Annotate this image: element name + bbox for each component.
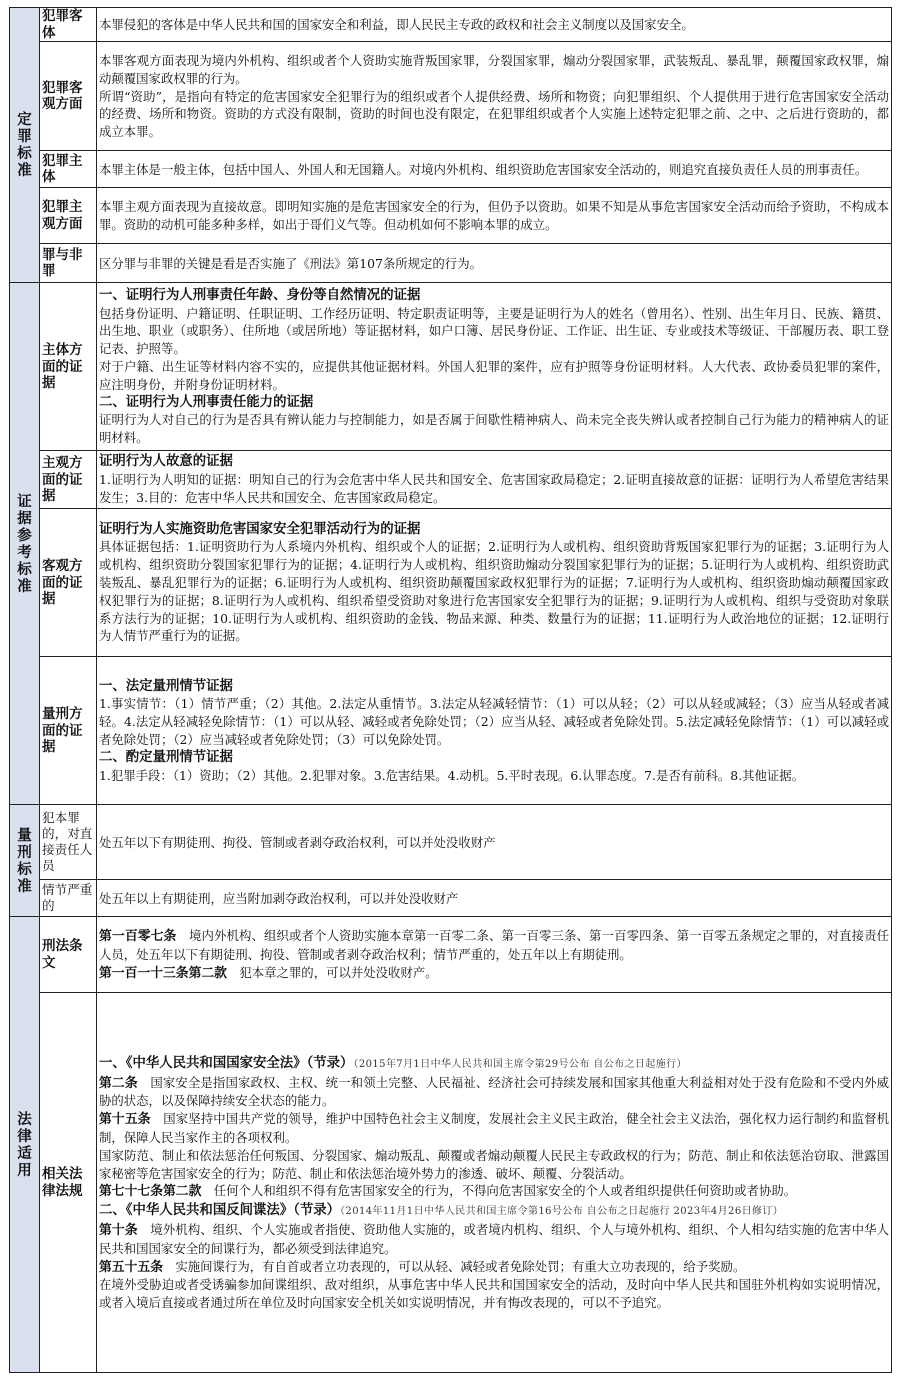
text-ev-liangxing xyxy=(97,657,892,805)
table-row xyxy=(10,244,892,283)
text-zhuguan: 本罪主观方面表现为直接故意。即明知实施的是危害国家安全的行为，但仍予以资助。如果不知是从事危害国家安全活动而给予资助，不构成本罪。资助的动机可能多种多样，如出于哥们义气等。但动机如何不影响本罪的成立。 xyxy=(97,188,892,244)
ev-zhuti-h2: 二、证明行为人刑事责任能力的证据 xyxy=(99,393,314,410)
text-xingfa xyxy=(97,917,892,993)
label-zhuti: 犯罪主体 xyxy=(40,151,97,188)
law2-title: 二、《中华人民共和国反间谍法》（节录） xyxy=(99,1202,341,1219)
label-keguan: 犯罪客观方面 xyxy=(40,42,97,151)
law2-a10-text: 境外机构、组织、个人实施或者指使、资助他人实施的，或者境内机构、组织、个人与境外机构、组织、个人相勾结实施的危害中华人民共和国国家安全的间谍行为，都必须受到法律追究。 xyxy=(99,1222,890,1256)
label-lx-r1: 犯本罪的，对直接责任人员 xyxy=(40,805,97,880)
law1-a2-text: 国家安全是指国家政权、主权、统一和领土完整、人民福祉、经济社会可持续发展和国家其他重大利益相对处于没有危险和不受内外威胁的状态，以及保障持续安全状态的能力。 xyxy=(99,1074,890,1109)
law1-title: 一、《中华人民共和国国家安全法》（节录） xyxy=(99,1054,354,1071)
section-zhengju: 证据参考标准 xyxy=(10,283,40,805)
law1-a2-title: 第二条 xyxy=(99,1075,138,1091)
ev-liangxing-p1: 1.事实情节：（1）情节严重；（2）其他。2.法定从重情节。3.法定从轻减轻情节：（1）可以从轻；（2）可以从轻或减轻；（3）应当从轻或者减轻。4.法定从轻减轻免除情节：（1）可以从轻、减轻或者免除处罚；（2）应当从轻、减轻或者免除处罚。5.法定减轻免除情节：（1）可以减轻或者免除处罚；（2）应当减轻或者免除处罚；（3）可以免除处罚。 xyxy=(99,696,889,747)
ev-liangxing-p2: 1.犯罪手段：（1）资助；（2）其他。2.犯罪对象。3.危害结果。4.动机。5.平时表现。6.认罪态度。7.是否有前科。8.其他证据。 xyxy=(99,767,805,783)
law1-a77-title: 第七十七条第二款 xyxy=(99,1184,202,1200)
label-ev-zhuguan: 主观方面的证据 xyxy=(40,451,97,509)
text-lx-r2: 处五年以上有期徒刑，应当附加剥夺政治权利，可以并处没收财产 xyxy=(97,880,892,917)
law2-a10-title: 第十条 xyxy=(99,1223,138,1238)
xingfa-a1-title: 第一百零七条 xyxy=(99,929,177,945)
label-xingfa: 刑法条文 xyxy=(40,917,97,993)
text-zhuti: 本罪主体是一般主体，包括中国人、外国人和无国籍人。对境内外机构、组织资助危害国家安全活动的，则追究直接负责任人员的刑事责任。 xyxy=(97,151,892,188)
section-liangxing: 量刑标准 xyxy=(10,805,40,917)
law1-a15-text: 国家坚持中国共产党的领导，维护中国特色社会主义制度，发展社会主义民主政治，健全社会主义法治，强化权力运行制约和监督机制，保障人民当家作主的各项权利。 xyxy=(99,1111,890,1146)
ev-zhuti-p3: 证明行为人对自己的行为是否具有辨认能力与控制能力，如是否属于间歇性精神病人、尚未完全丧失辨认或者控制自己行为能力的精神病人的证明材料。 xyxy=(99,412,889,446)
text-ev-zhuti xyxy=(97,283,892,451)
table-row xyxy=(10,188,892,244)
label-ev-keguan: 客观方面的证据 xyxy=(40,509,97,657)
table-row xyxy=(10,42,892,151)
ev-zhuguan-h1: 证明行为人故意的证据 xyxy=(99,453,233,470)
keguan-p1: 本罪客观方面表现为境内外机构、组织或者个人资助实施背叛国家罪，分裂国家罪，煽动分裂国家罪，武装叛乱、暴乱罪，颠覆国家政权罪，煽动颠覆国家政权罪的行为。 xyxy=(99,52,889,86)
section-falv: 法律适用 xyxy=(10,917,40,1373)
crime-standards-table xyxy=(9,7,892,1373)
xingfa-a2-title: 第一百一十三条第二款 xyxy=(99,965,227,981)
table-row xyxy=(10,509,892,657)
ev-keguan-h1: 证明行为人实施资助危害国家安全犯罪活动行为的证据 xyxy=(99,520,421,537)
ev-zhuguan-p1: 1.证明行为人明知的证据：明知自己的行为会危害中华人民共和国安全、危害国家政局稳定；2.证明直接故意的证据：证明行为人希望危害结果发生；3.目的：危害中华人民共和国安全、危害国家政局稳定。 xyxy=(99,472,889,505)
text-ev-keguan xyxy=(97,509,892,657)
xingfa-a2-text: 犯本章之罪的，可以并处没收财产。 xyxy=(226,964,438,980)
law2-a55-title: 第五十五条 xyxy=(99,1259,163,1275)
section-dingzui: 定罪标准 xyxy=(10,8,40,283)
label-keti: 犯罪客体 xyxy=(40,8,97,42)
label-feizui: 罪与非罪 xyxy=(40,244,97,283)
text-keti: 本罪侵犯的客体是中华人民共和国的国家安全和利益，即人民民主专政的政权和社会主义制度以及国家安全。 xyxy=(97,8,892,42)
table-row xyxy=(10,657,892,805)
label-zhuguan: 犯罪主观方面 xyxy=(40,188,97,244)
law1-note: （2015年7月1日中华人民共和国主席令第29号公布 自公布之日起施行） xyxy=(353,1058,687,1070)
text-ev-zhuguan xyxy=(97,451,892,509)
law1-a15-p2: 国家防范、制止和依法惩治任何叛国、分裂国家、煽动叛乱、颠覆或者煽动颠覆人民民主专政政权的行为；防范、制止和依法惩治窃取、泄露国家秘密等危害国家安全的行为；防范、制止和依法惩治境外势力的渗透、破坏、颠覆、分裂活动。 xyxy=(99,1147,889,1181)
text-fagui xyxy=(97,993,892,1373)
ev-zhuti-h1: 一、证明行为人刑事责任年龄、身份等自然情况的证据 xyxy=(99,286,421,303)
label-fagui: 相关法律法规 xyxy=(40,993,97,1373)
label-lx-r2: 情节严重的 xyxy=(40,880,97,917)
ev-liangxing-h1: 一、法定量刑情节证据 xyxy=(99,677,233,694)
text-lx-r1: 处五年以下有期徒刑、拘役、管制或者剥夺政治权利，可以并处没收财产 xyxy=(97,805,892,880)
law1-a15-title: 第十五条 xyxy=(99,1112,151,1128)
xingfa-a1-text: 境内外机构、组织或者个人资助实施本章第一百零二条、第一百零三条、第一百零四条、第一百零五条规定之罪的，对直接责任人员，处五年以下有期徒刑、拘役、管制或者剥夺政治权利；情节严重的，处五年以上有期徒刑。 xyxy=(99,928,890,962)
table-row xyxy=(10,993,892,1373)
table-row xyxy=(10,805,892,880)
law1-a77-text: 任何个人和组织不得有危害国家安全的行为，不得向危害国家安全的个人或者组织提供任何资助或者协助。 xyxy=(201,1183,797,1199)
table-row xyxy=(10,151,892,188)
keguan-p2: 所谓“资助”，是指向有特定的危害国家安全犯罪行为的组织或者个人提供经费、场所和物资；向犯罪组织、个人提供用于进行危害国家安全活动的经费、场所和物资。资助的方式没有限制，资助的时间也没有限定，在犯罪组织或者个人实施上述特定犯罪之前、之中、之后进行资助的，都成立本罪。 xyxy=(99,88,889,140)
text-keguan xyxy=(97,42,892,151)
law2-note: （2014年11月1日中华人民共和国主席令第16号公布 自公布之日起施行 2023年4月26日修订） xyxy=(340,1206,784,1218)
label-ev-liangxing: 量刑方面的证据 xyxy=(40,657,97,805)
table-row xyxy=(10,283,892,451)
law2-a55-p2: 在境外受胁迫或者受诱骗参加间谍组织、敌对组织，从事危害中华人民共和国国家安全的活动，及时向中华人民共和国驻外机构如实说明情况，或者入境后直接或者通过所在单位及时向国家安全机关如实说明情况，并有悔改表现的，可以不予追究。 xyxy=(99,1277,889,1311)
text-feizui: 区分罪与非罪的关键是看是否实施了《刑法》第107条所规定的行为。 xyxy=(97,244,892,283)
ev-zhuti-p2: 对于户籍、出生证等材料内容不实的，应提供其他证据材料。外国人犯罪的案件，应有护照等身份证明材料。人大代表、政协委员犯罪的案件，应注明身份，并附身份证明材料。 xyxy=(99,359,889,392)
ev-liangxing-h2: 二、酌定量刑情节证据 xyxy=(99,748,233,765)
table-row xyxy=(10,451,892,509)
table-row xyxy=(10,880,892,917)
table-row xyxy=(10,8,892,42)
label-ev-zhuti: 主体方面的证据 xyxy=(40,283,97,451)
table-row xyxy=(10,917,892,993)
ev-zhuti-p1: 包括身份证明、户籍证明、任职证明、工作经历证明、特定职责证明等，主要是证明行为人的姓名（曾用名）、性别、出生年月日、民族、籍贯、出生地、职业（或职务）、住所地（或居所地）等证据材料，如户口簿、居民身份证、工作证、出生证、专业或技术等级证、干部履历表、职工登记表、护照等。 xyxy=(99,305,889,357)
law2-a55-text: 实施间谍行为，有自首或者立功表现的，可以从轻、减轻或者免除处罚；有重大立功表现的，给予奖励。 xyxy=(162,1258,746,1274)
ev-keguan-p1: 具体证据包括：1.证明资助行为人系境内外机构、组织或个人的证据；2.证明行为人或机构、组织资助背叛国家犯罪行为的证据；3.证明行为人或机构、组织资助分裂国家犯罪行为的证据；4.证明行为人或机构、组织资助煽动分裂国家犯罪行为的证据；5.证明行为人或机构、组织资助武装叛乱、暴乱犯罪行为的证据；6.证明行为人或机构、组织资助颠覆国家政权犯罪行为的证据；7.证明行为人或机构、组织资助煽动颠覆国家政权犯罪行为的证据；8.证明行为人或机构、组织希望受资助对象进行危害国家安全犯罪行为的证据；9.证明行为人或机构、组织与受资助对象联系方法行为的证据；10.证明行为人或机构、组织资助的金钱、物品来源、种类、数量行为的证据；11.证明行为人政治地位的证据；12.证明行为人情节严重行为的证据。 xyxy=(99,539,889,644)
